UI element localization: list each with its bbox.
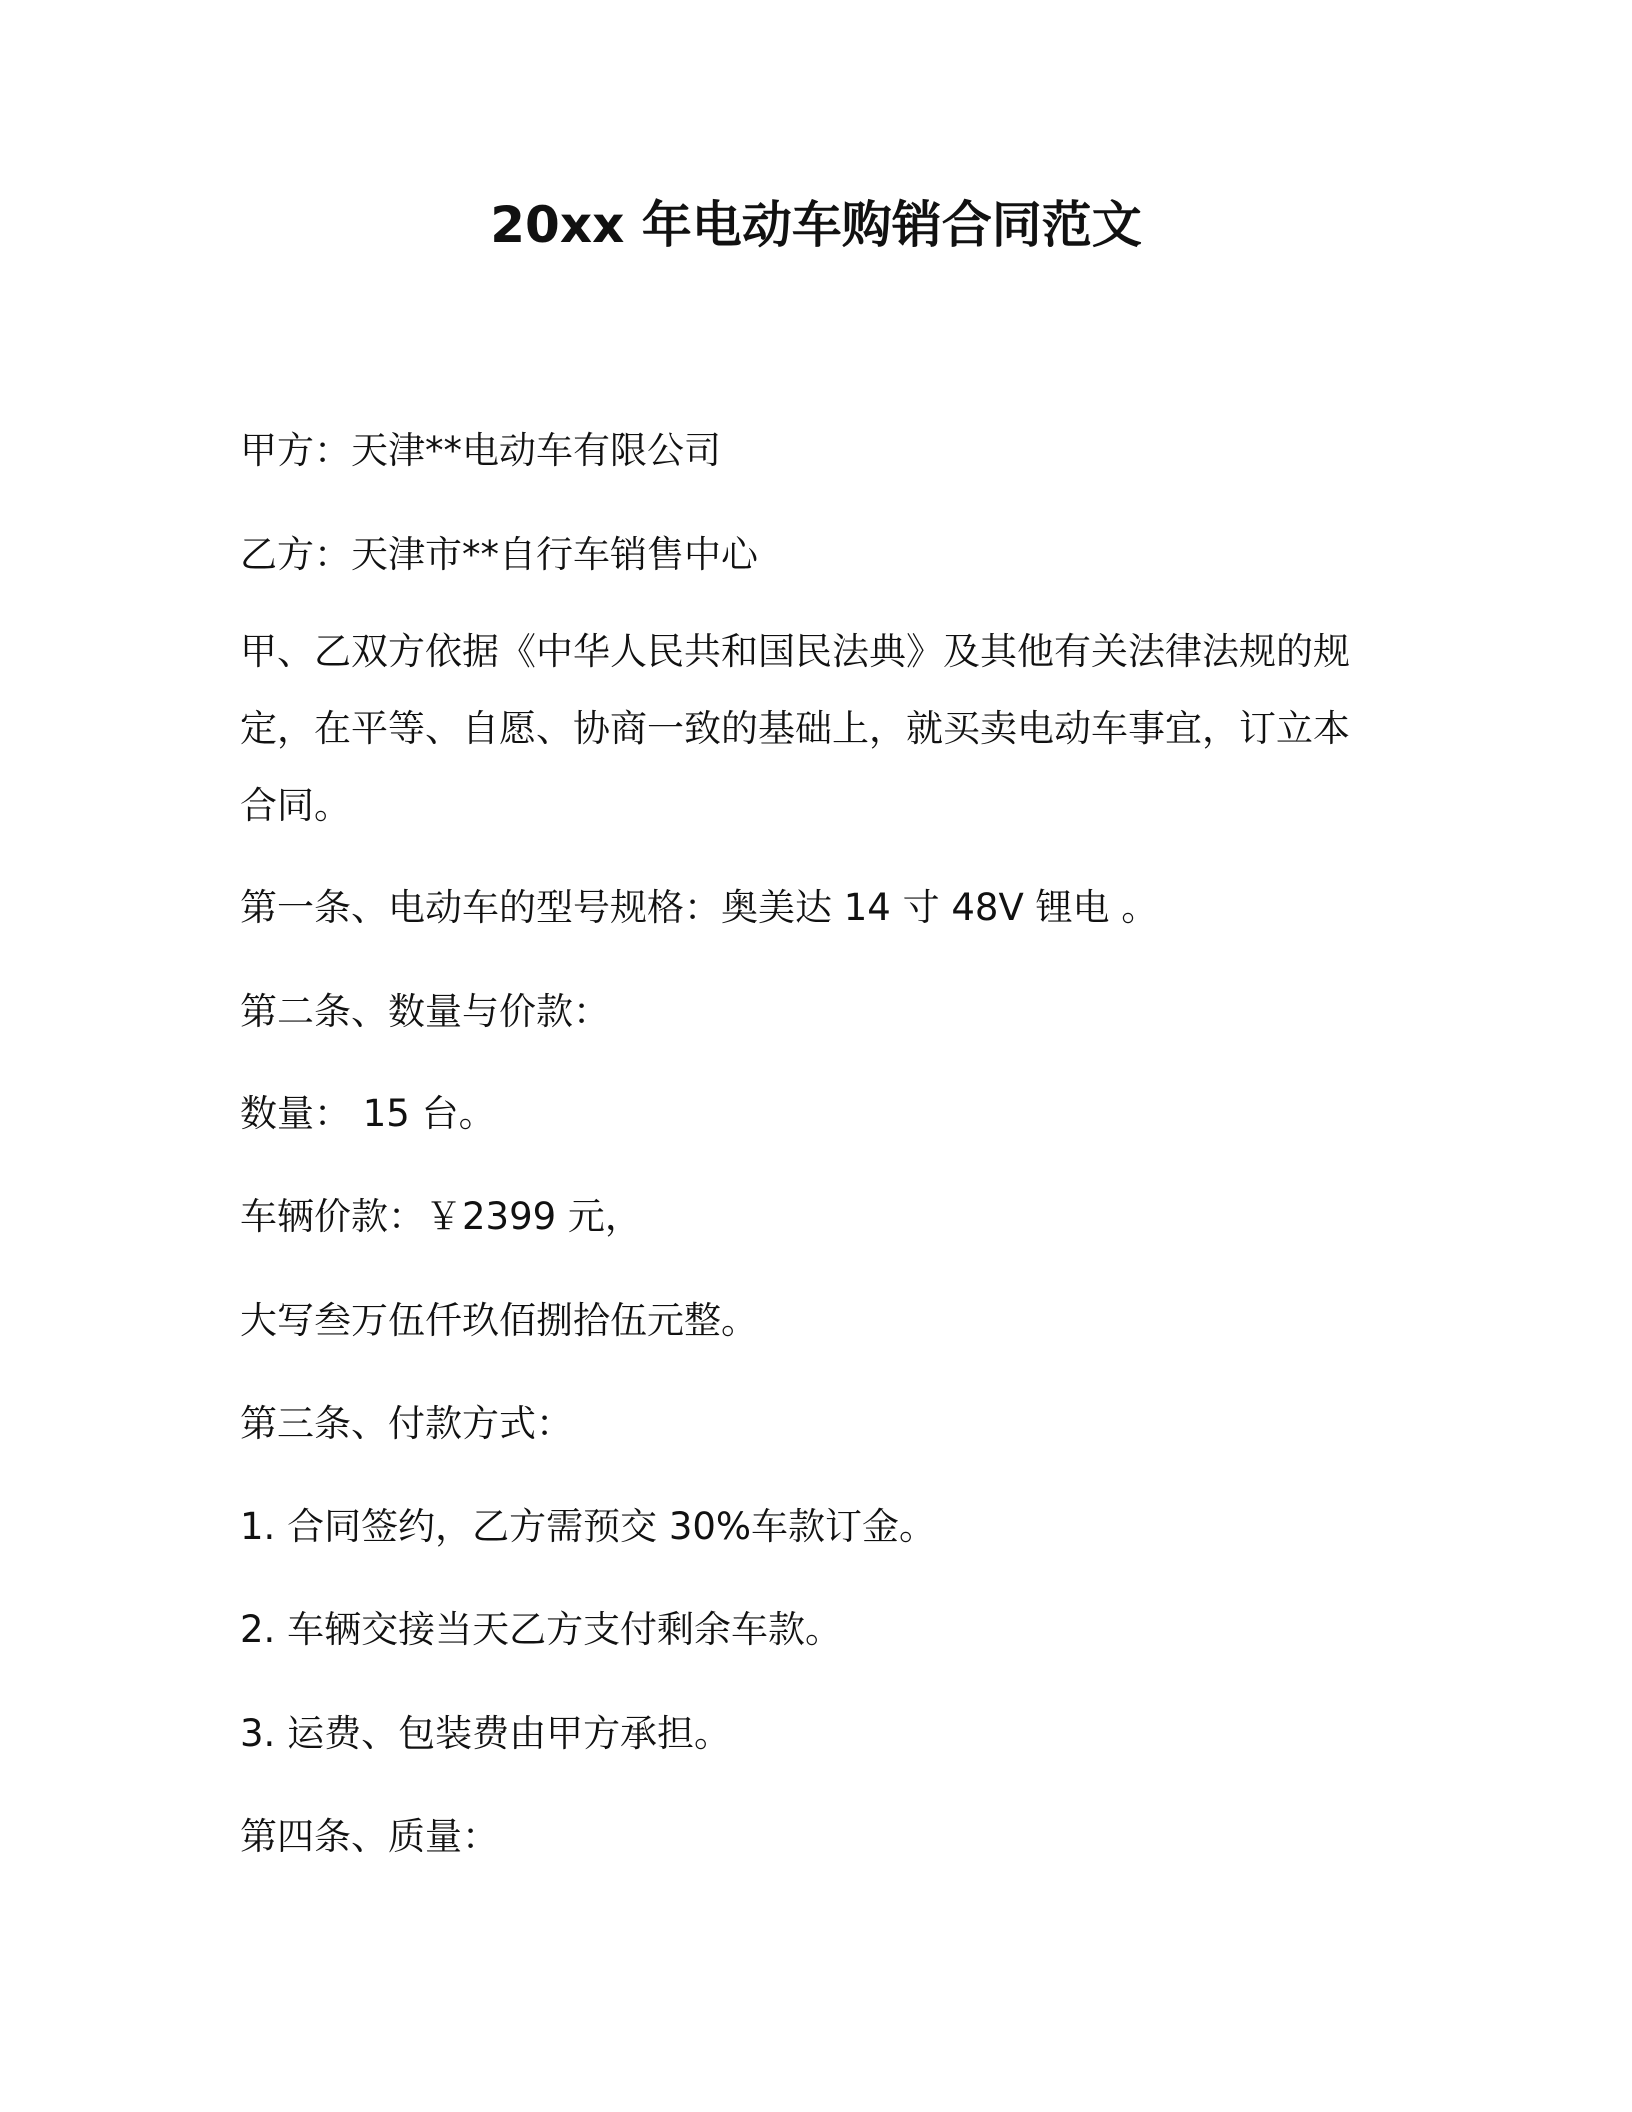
article-2-price-in-words: 大写叁万伍仟玖佰捌拾伍元整。 [240,1299,758,1342]
article-2-price: 车辆价款：￥2399 元， [240,1195,642,1238]
preamble-line-2: 定，在平等、自愿、协商一致的基础上，就买卖电动车事宜，订立本 [240,707,1350,750]
party-a-line: 甲方：天津**电动车有限公司 [240,429,721,472]
preamble-line-1: 甲、乙双方依据《中华人民共和国民法典》及其他有关法律法规的规 [240,630,1350,673]
article-3-item-2: 2. 车辆交接当天乙方支付剩余车款。 [240,1608,843,1651]
article-3-heading: 第三条、付款方式： [240,1402,573,1445]
preamble-line-3: 合同。 [240,784,351,827]
article-2-quantity: 数量： 15 台。 [240,1092,496,1135]
article-2-heading: 第二条、数量与价款： [240,990,610,1033]
party-b-line: 乙方：天津市**自行车销售中心 [240,533,758,576]
document-title: 20xx 年电动车购销合同范文 [490,196,1142,254]
article-4-heading: 第四条、质量： [240,1815,499,1858]
article-3-item-3: 3. 运费、包装费由甲方承担。 [240,1712,732,1755]
article-3-item-1: 1. 合同签约，乙方需预交 30%车款订金。 [240,1505,937,1548]
article-1-line: 第一条、电动车的型号规格：奥美达 14 寸 48V 锂电 。 [240,886,1159,929]
